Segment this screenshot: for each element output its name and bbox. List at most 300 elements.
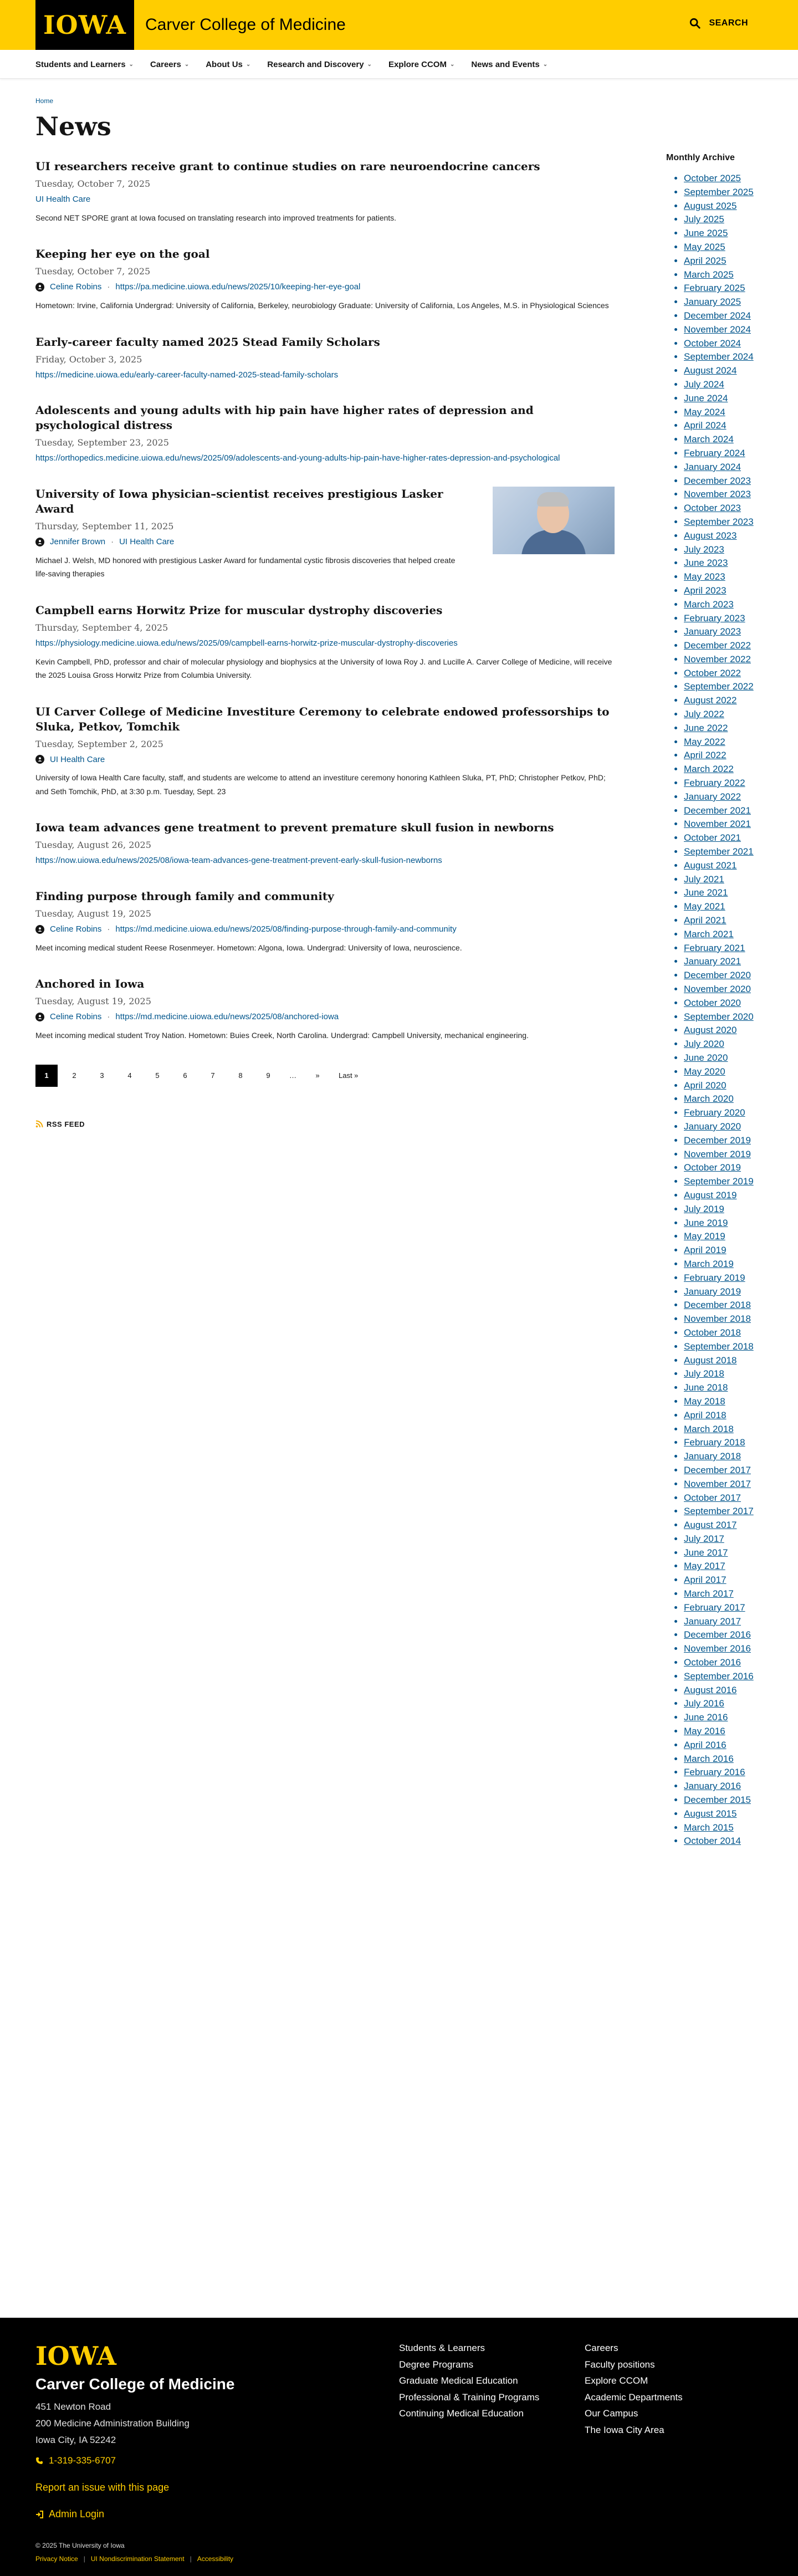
nav-research-and-discovery[interactable] — [267, 60, 372, 69]
person-icon — [35, 755, 44, 764]
pager-page[interactable]: 9 — [266, 1071, 270, 1080]
archive-month-link[interactable]: October 2020 — [684, 997, 741, 1008]
phone-number: 1-319-335-6707 — [49, 2455, 116, 2466]
news-summary: Meet incoming medical student Troy Nation. Hometown: Buies Creek, North Carolina. Undergrad: Campbell University, mechanical engineering. — [35, 1031, 529, 1040]
archive-month-link[interactable]: October 2019 — [684, 1162, 741, 1173]
news-source[interactable]: UI Health Care — [35, 195, 91, 204]
chevron-down-icon: ⌄ — [245, 61, 251, 68]
archive-month-link[interactable]: March 2022 — [684, 764, 734, 775]
archive-month-link[interactable]: December 2015 — [684, 1795, 751, 1806]
archive-month-item — [684, 378, 771, 392]
pager-page[interactable]: 7 — [211, 1071, 215, 1080]
archive-month-link[interactable]: December 2018 — [684, 1300, 751, 1311]
archive-month-item — [684, 680, 771, 694]
archive-month-link[interactable]: September 2020 — [684, 1011, 754, 1022]
archive-month-link[interactable]: September 2022 — [684, 681, 754, 692]
archive-month-link[interactable]: August 2017 — [684, 1520, 737, 1531]
footer-link[interactable]: Professional & Training Programs — [399, 2391, 540, 2403]
news-author[interactable]: Celine Robins — [50, 1012, 102, 1022]
archive-month-item — [684, 722, 771, 735]
archive-month-item — [684, 708, 771, 722]
archive-month-link[interactable]: October 2014 — [684, 1836, 741, 1847]
archive-month-item — [684, 804, 771, 818]
archive-month-link[interactable]: August 2025 — [684, 200, 737, 211]
archive-month-item — [684, 1395, 771, 1409]
archive-month-link[interactable]: March 2021 — [684, 928, 734, 939]
privacy-notice-link[interactable]: Privacy Notice — [35, 2555, 78, 2563]
news-date: Tuesday, August 19, 2025 — [35, 908, 151, 919]
meta-separator: · — [107, 924, 110, 934]
archive-month-link[interactable]: November 2020 — [684, 984, 751, 995]
archive-month-link[interactable]: May 2017 — [684, 1561, 725, 1572]
archive-month-link[interactable]: April 2024 — [684, 420, 727, 431]
news-link[interactable]: https://md.medicine.uiowa.edu/news/2025/08/anchored-iowa — [115, 1012, 339, 1022]
news-link[interactable]: https://physiology.medicine.uiowa.edu/news/2025/09/campbell-earns-horwitz-prize-muscular-dystrophy-discoveries — [35, 638, 458, 648]
archive-month-item — [684, 831, 771, 845]
archive-month-item — [684, 1793, 771, 1807]
pager-last[interactable]: Last » — [339, 1071, 359, 1080]
archive-month-link[interactable]: August 2024 — [684, 365, 737, 376]
footer-logo[interactable]: IOWA — [35, 2341, 116, 2371]
archive-month-item — [684, 1120, 771, 1134]
archive-month-link[interactable]: October 2018 — [684, 1327, 741, 1338]
news-item — [35, 247, 615, 312]
archive-month-link[interactable]: March 2025 — [684, 269, 734, 280]
archive-month-link[interactable]: July 2025 — [684, 214, 724, 225]
archive-month-link[interactable]: January 2020 — [684, 1121, 741, 1132]
archive-month-item — [684, 942, 771, 955]
archive-month-link[interactable]: January 2021 — [684, 956, 741, 967]
archive-month-item — [684, 1340, 771, 1354]
archive-month-item — [684, 241, 771, 254]
pager-page[interactable]: 8 — [238, 1071, 243, 1080]
news-item — [35, 603, 615, 682]
archive-month-link[interactable]: May 2025 — [684, 241, 725, 252]
archive-month-link[interactable]: April 2021 — [684, 915, 727, 926]
news-meta — [35, 1011, 615, 1023]
footer-link[interactable]: Continuing Medical Education — [399, 2408, 524, 2419]
archive-month-link[interactable]: May 2023 — [684, 571, 725, 582]
archive-title: Monthly Archive — [666, 153, 735, 162]
archive-month-link[interactable]: October 2025 — [684, 173, 741, 183]
archive-month-link[interactable]: May 2020 — [684, 1066, 725, 1077]
archive-month-item — [684, 364, 771, 378]
archive-month-link[interactable]: February 2023 — [684, 612, 745, 623]
archive-month-link[interactable]: November 2024 — [684, 324, 751, 335]
chevron-down-icon: ⌄ — [129, 61, 134, 68]
footer-phone[interactable] — [35, 2455, 116, 2466]
archive-month-item — [684, 1450, 771, 1464]
archive-month-item — [684, 1175, 771, 1189]
archive-month-item — [684, 1217, 771, 1230]
archive-month-link[interactable]: February 2020 — [684, 1107, 745, 1118]
archive-month-item — [684, 1024, 771, 1037]
pager-next[interactable]: » — [315, 1071, 320, 1080]
person-icon — [35, 925, 44, 934]
nav-careers[interactable] — [150, 60, 189, 69]
person-icon — [35, 283, 44, 292]
archive-month-link[interactable]: October 2024 — [684, 338, 741, 349]
rss-feed-link[interactable] — [35, 1120, 615, 1128]
archive-month-link[interactable]: April 2017 — [684, 1575, 727, 1586]
archive-month-item — [684, 1079, 771, 1093]
archive-month-item — [684, 392, 771, 406]
archive-month-link[interactable]: November 2021 — [684, 819, 751, 830]
archive-month-link[interactable]: November 2019 — [684, 1148, 751, 1159]
archive-month-link[interactable]: August 2015 — [684, 1808, 737, 1819]
news-title[interactable]: UI Carver College of Medicine Investiture Ceremony to celebrate endowed professorships to Sluka, Petkov, Tomchik — [35, 704, 610, 733]
archive-month-item — [684, 749, 771, 763]
archive-month-link[interactable]: April 2023 — [684, 585, 727, 596]
archive-month-item — [684, 1092, 771, 1106]
news-link[interactable]: https://md.medicine.uiowa.edu/news/2025/08/finding-purpose-through-family-and-community — [115, 924, 457, 934]
archive-month-link[interactable]: August 2021 — [684, 860, 737, 871]
news-link[interactable]: https://medicine.uiowa.edu/early-career-faculty-named-2025-stead-family-scholars — [35, 370, 339, 380]
archive-month-link[interactable]: May 2024 — [684, 406, 725, 417]
news-title[interactable]: Keeping her eye on the goal — [35, 247, 210, 261]
archive-month-link[interactable]: May 2021 — [684, 901, 725, 912]
archive-month-link[interactable]: February 2021 — [684, 942, 745, 953]
archive-month-link[interactable]: November 2017 — [684, 1478, 751, 1489]
pager-page[interactable]: 4 — [127, 1071, 132, 1080]
archive-month-item — [684, 1656, 771, 1670]
archive-month-link[interactable]: April 2019 — [684, 1245, 727, 1256]
breadcrumb — [35, 97, 615, 105]
archive-month-item — [684, 598, 771, 612]
archive-month-link[interactable]: October 2022 — [684, 667, 741, 678]
archive-month-item — [684, 1697, 771, 1711]
archive-month-link[interactable]: March 2018 — [684, 1423, 734, 1434]
archive-month-link[interactable]: March 2020 — [684, 1093, 734, 1105]
footer-link[interactable]: The Iowa City Area — [585, 2424, 664, 2435]
footer-title[interactable]: Carver College of Medicine — [35, 2375, 235, 2393]
footer-link[interactable]: Academic Departments — [585, 2391, 683, 2403]
archive-month-item — [684, 350, 771, 364]
archive-month-link[interactable]: August 2016 — [684, 1684, 737, 1695]
nav-label: Students and Learners — [35, 59, 126, 69]
news-meta — [35, 855, 615, 867]
archive-month-link[interactable]: December 2022 — [684, 640, 751, 651]
archive-month-item — [684, 1285, 771, 1299]
archive-month-link[interactable]: April 2022 — [684, 750, 727, 761]
person-icon — [35, 1013, 44, 1021]
nav-explore-ccom[interactable] — [388, 60, 454, 69]
meta-separator: · — [111, 537, 114, 546]
archive-month-link[interactable]: September 2024 — [684, 351, 754, 362]
archive-month-item — [684, 1148, 771, 1162]
news-thumbnail[interactable] — [493, 487, 615, 554]
archive-month-link[interactable]: February 2025 — [684, 283, 745, 294]
archive-month-item — [684, 776, 771, 790]
footer-link[interactable]: Degree Programs — [399, 2359, 474, 2370]
footer-link[interactable]: Explore CCOM — [585, 2375, 648, 2386]
archive-month-link[interactable]: December 2016 — [684, 1629, 751, 1640]
footer-link[interactable]: Faculty positions — [585, 2359, 655, 2370]
archive-month-link[interactable]: May 2016 — [684, 1726, 725, 1737]
archive-month-item — [684, 1161, 771, 1175]
news-summary: Second NET SPORE grant at Iowa focused on translating research into improved treatments for patients. — [35, 213, 397, 222]
archive-month-item — [684, 1037, 771, 1051]
archive-month-link[interactable]: March 2023 — [684, 599, 734, 610]
news-author[interactable]: Celine Robins — [50, 924, 102, 934]
pager-page[interactable]: 6 — [183, 1071, 187, 1080]
address-line: 451 Newton Road — [35, 2401, 111, 2412]
news-title[interactable]: Finding purpose through family and community — [35, 890, 334, 903]
archive-month-link[interactable]: May 2018 — [684, 1396, 725, 1407]
news-title[interactable]: University of Iowa physician–scientist receives prestigious Lasker Award — [35, 487, 443, 515]
archive-month-item — [684, 309, 771, 323]
nondiscrimination-link[interactable]: UI Nondiscrimination Statement — [90, 2555, 185, 2563]
archive-month-link[interactable]: February 2018 — [684, 1437, 745, 1448]
archive-month-item — [684, 227, 771, 241]
archive-month-link[interactable]: December 2021 — [684, 805, 751, 816]
news-author[interactable]: Jennifer Brown — [50, 537, 106, 546]
archive-month-item — [684, 1134, 771, 1148]
nav-students-and-learners[interactable] — [35, 60, 134, 69]
archive-month-item — [684, 928, 771, 942]
news-source[interactable]: UI Health Care — [50, 754, 105, 764]
footer-links-col-2 — [585, 2340, 683, 2438]
archive-month-link[interactable]: February 2016 — [684, 1767, 745, 1778]
pager-page-current[interactable]: 1 — [35, 1065, 58, 1087]
archive-month-item — [684, 1189, 771, 1203]
archive-month-item — [684, 406, 771, 420]
news-meta — [35, 369, 615, 381]
archive-month-link[interactable]: March 2015 — [684, 1822, 734, 1833]
archive-month-link[interactable]: January 2019 — [684, 1286, 741, 1297]
footer-link[interactable]: Careers — [585, 2343, 618, 2353]
pager-page[interactable]: 2 — [72, 1071, 76, 1080]
archive-month-item — [684, 1299, 771, 1312]
archive-month-link[interactable]: February 2017 — [684, 1602, 745, 1613]
archive-month-link[interactable]: September 2025 — [684, 186, 754, 197]
archive-month-item — [684, 556, 771, 570]
archive-month-link[interactable]: September 2017 — [684, 1506, 754, 1517]
site-title[interactable]: Carver College of Medicine — [145, 16, 346, 34]
news-title[interactable]: Adolescents and young adults with hip pain have higher rates of depression and psychological distress — [35, 403, 534, 432]
iowa-logo[interactable] — [35, 0, 134, 50]
archive-month-link[interactable]: July 2019 — [684, 1203, 724, 1214]
search-label: SEARCH — [709, 18, 748, 28]
news-title[interactable]: Anchored in Iowa — [35, 977, 145, 991]
admin-login-link[interactable] — [35, 2508, 104, 2520]
archive-month-link[interactable]: April 2018 — [684, 1409, 727, 1420]
archive-month-link[interactable]: October 2017 — [684, 1492, 741, 1503]
pager-page[interactable]: 5 — [155, 1071, 160, 1080]
archive-list — [666, 172, 771, 1848]
nav-label: News and Events — [471, 59, 540, 69]
archive-month-item — [684, 996, 771, 1010]
news-title[interactable]: Early-career faculty named 2025 Stead Family Scholars — [35, 335, 380, 349]
news-summary: Kevin Campbell, PhD, professor and chair of molecular physiology and biophysics at the University of Iowa Roy J. and Lucille A. Carver College of Medicine, will receive the 2025 Louisa Gross Horwitz Prize from Columbia University. — [35, 657, 612, 679]
archive-month-item — [684, 200, 771, 213]
archive-month-link[interactable]: June 2017 — [684, 1547, 728, 1558]
news-date: Tuesday, August 26, 2025 — [35, 840, 151, 851]
archive-month-link[interactable]: December 2024 — [684, 310, 751, 321]
archive-month-link[interactable]: June 2025 — [684, 228, 728, 239]
archive-month-item — [684, 625, 771, 639]
archive-month-link[interactable]: February 2024 — [684, 447, 745, 458]
archive-month-link[interactable]: July 2021 — [684, 873, 724, 885]
archive-month-link[interactable]: March 2017 — [684, 1588, 734, 1599]
archive-month-link[interactable]: December 2020 — [684, 970, 751, 981]
search-button[interactable] — [689, 17, 748, 29]
archive-month-item — [684, 1244, 771, 1258]
archive-month-link[interactable]: March 2016 — [684, 1753, 734, 1764]
accessibility-link[interactable]: Accessibility — [197, 2555, 234, 2563]
news-meta — [35, 637, 615, 650]
news-date: Friday, October 3, 2025 — [35, 354, 142, 365]
news-source[interactable]: UI Health Care — [119, 537, 175, 546]
archive-month-item — [684, 1532, 771, 1546]
archive-month-link[interactable]: July 2017 — [684, 1533, 724, 1544]
archive-month-link[interactable]: November 2018 — [684, 1313, 751, 1325]
archive-month-item — [684, 295, 771, 309]
archive-month-link[interactable]: January 2016 — [684, 1781, 741, 1792]
archive-month-item — [684, 955, 771, 969]
archive-month-item — [684, 447, 771, 461]
archive-month-item — [684, 268, 771, 282]
archive-month-item — [684, 529, 771, 543]
archive-month-link[interactable]: June 2020 — [684, 1052, 728, 1063]
archive-month-item — [684, 873, 771, 887]
archive-month-link[interactable]: July 2024 — [684, 379, 724, 390]
archive-month-link[interactable]: December 2023 — [684, 475, 751, 486]
archive-month-item — [684, 1051, 771, 1065]
footer-link[interactable]: Students & Learners — [399, 2343, 485, 2353]
nav-news-and-events[interactable] — [471, 60, 548, 69]
archive-month-link[interactable]: January 2024 — [684, 461, 741, 472]
archive-month-link[interactable]: November 2023 — [684, 489, 751, 500]
archive-month-link[interactable]: July 2018 — [684, 1368, 724, 1379]
news-link[interactable]: https://pa.medicine.uiowa.edu/news/2025/10/keeping-her-eye-goal — [115, 282, 361, 292]
archive-month-item — [684, 1271, 771, 1285]
archive-month-link[interactable]: June 2021 — [684, 887, 728, 898]
archive-month-link[interactable]: February 2022 — [684, 778, 745, 789]
archive-month-link[interactable]: July 2016 — [684, 1698, 724, 1709]
pager-page[interactable]: 3 — [100, 1071, 104, 1080]
archive-month-link[interactable]: June 2024 — [684, 392, 728, 403]
archive-month-link[interactable]: January 2023 — [684, 626, 741, 637]
news-link[interactable]: https://now.uiowa.edu/news/2025/08/iowa-team-advances-gene-treatment-prevent-early-skull-fusion-newborns — [35, 856, 442, 866]
news-date: Thursday, September 4, 2025 — [35, 622, 168, 633]
archive-month-link[interactable]: January 2025 — [684, 297, 741, 308]
archive-month-link[interactable]: July 2023 — [684, 544, 724, 555]
archive-month-item — [684, 1464, 771, 1478]
thumb-figure-body — [521, 530, 586, 554]
archive-month-link[interactable]: October 2021 — [684, 832, 741, 844]
archive-month-link[interactable]: August 2020 — [684, 1025, 737, 1036]
archive-month-item — [684, 1065, 771, 1079]
breadcrumb-home[interactable]: Home — [35, 97, 54, 105]
nav-label: Research and Discovery — [267, 59, 364, 69]
archive-month-link[interactable]: November 2022 — [684, 653, 751, 665]
archive-month-link[interactable]: May 2022 — [684, 736, 725, 747]
archive-month-item — [684, 1326, 771, 1340]
news-meta — [35, 754, 615, 766]
archive-month-link[interactable]: September 2019 — [684, 1176, 754, 1187]
archive-month-link[interactable]: October 2023 — [684, 503, 741, 514]
footer-links-col-1 — [399, 2340, 539, 2422]
archive-month-item — [684, 1312, 771, 1326]
footer-link[interactable]: Graduate Medical Education — [399, 2375, 518, 2386]
archive-month-link[interactable]: September 2023 — [684, 516, 754, 527]
archive-month-link[interactable]: April 2025 — [684, 255, 727, 266]
archive-month-link[interactable]: June 2022 — [684, 722, 728, 733]
archive-month-link[interactable]: January 2017 — [684, 1616, 741, 1627]
archive-month-link[interactable]: February 2019 — [684, 1272, 745, 1283]
news-title[interactable]: UI researchers receive grant to continue studies on rare neuroendocrine cancers — [35, 160, 540, 173]
address-line: 200 Medicine Administration Building — [35, 2418, 190, 2429]
archive-month-link[interactable]: December 2017 — [684, 1464, 751, 1475]
archive-month-link[interactable]: April 2016 — [684, 1739, 727, 1750]
archive-month-link[interactable]: January 2022 — [684, 791, 741, 802]
archive-month-link[interactable]: November 2016 — [684, 1643, 751, 1654]
archive-month-link[interactable]: August 2018 — [684, 1355, 737, 1366]
login-icon — [35, 2511, 43, 2518]
archive-month-link[interactable]: June 2019 — [684, 1217, 728, 1228]
archive-month-item — [684, 790, 771, 804]
archive-month-item — [684, 1821, 771, 1835]
news-meta — [35, 193, 615, 206]
news-item — [35, 889, 615, 954]
archive-month-link[interactable]: July 2022 — [684, 709, 724, 720]
archive-month-item — [684, 1519, 771, 1532]
archive-month-link[interactable]: March 2019 — [684, 1258, 734, 1269]
admin-login-label: Admin Login — [49, 2508, 105, 2519]
archive-month-item — [684, 323, 771, 337]
nav-label: Explore CCOM — [388, 59, 447, 69]
news-meta — [35, 923, 615, 936]
archive-month-link[interactable]: March 2024 — [684, 434, 734, 445]
footer-link[interactable]: Our Campus — [585, 2408, 638, 2419]
archive-month-link[interactable]: January 2018 — [684, 1451, 741, 1462]
news-title[interactable]: Iowa team advances gene treatment to prevent premature skull fusion in newborns — [35, 821, 554, 835]
archive-month-item — [684, 1203, 771, 1217]
pager-ellipsis: … — [289, 1071, 296, 1080]
archive-month-link[interactable]: June 2016 — [684, 1712, 728, 1723]
archive-month-link[interactable]: September 2016 — [684, 1670, 754, 1681]
nav-about-us[interactable] — [206, 60, 250, 69]
archive-month-item — [684, 1752, 771, 1766]
chevron-down-icon: ⌄ — [543, 61, 548, 68]
archive-month-item — [684, 667, 771, 681]
archive-month-link[interactable]: August 2022 — [684, 695, 737, 706]
archive-month-link[interactable]: June 2023 — [684, 558, 728, 569]
archive-month-link[interactable]: August 2023 — [684, 530, 737, 541]
archive-month-link[interactable]: September 2018 — [684, 1341, 754, 1352]
archive-month-link[interactable]: May 2019 — [684, 1231, 725, 1242]
archive-month-link[interactable]: September 2021 — [684, 846, 754, 857]
news-title[interactable]: Campbell earns Horwitz Prize for muscular dystrophy discoveries — [35, 603, 443, 617]
person-icon — [35, 538, 44, 546]
archive-month-link[interactable]: July 2020 — [684, 1039, 724, 1050]
news-link[interactable]: https://orthopedics.medicine.uiowa.edu/news/2025/09/adolescents-and-young-adults-hip-pain-have-higher-rates-depression-and-psychological — [35, 453, 560, 463]
archive-month-item — [684, 502, 771, 515]
archive-month-item — [684, 1807, 771, 1821]
chevron-down-icon: ⌄ — [449, 61, 455, 68]
archive-month-item — [684, 1766, 771, 1780]
report-issue-link[interactable]: Report an issue with this page — [35, 2482, 170, 2493]
archive-month-link[interactable]: October 2016 — [684, 1657, 741, 1668]
archive-month-link[interactable]: June 2018 — [684, 1382, 728, 1393]
legal-separator: | — [190, 2555, 192, 2563]
archive-month-link[interactable]: August 2019 — [684, 1189, 737, 1200]
archive-month-item — [684, 1381, 771, 1395]
news-author[interactable]: Celine Robins — [50, 282, 102, 292]
archive-month-link[interactable]: December 2019 — [684, 1134, 751, 1146]
archive-month-link[interactable]: April 2020 — [684, 1080, 727, 1091]
